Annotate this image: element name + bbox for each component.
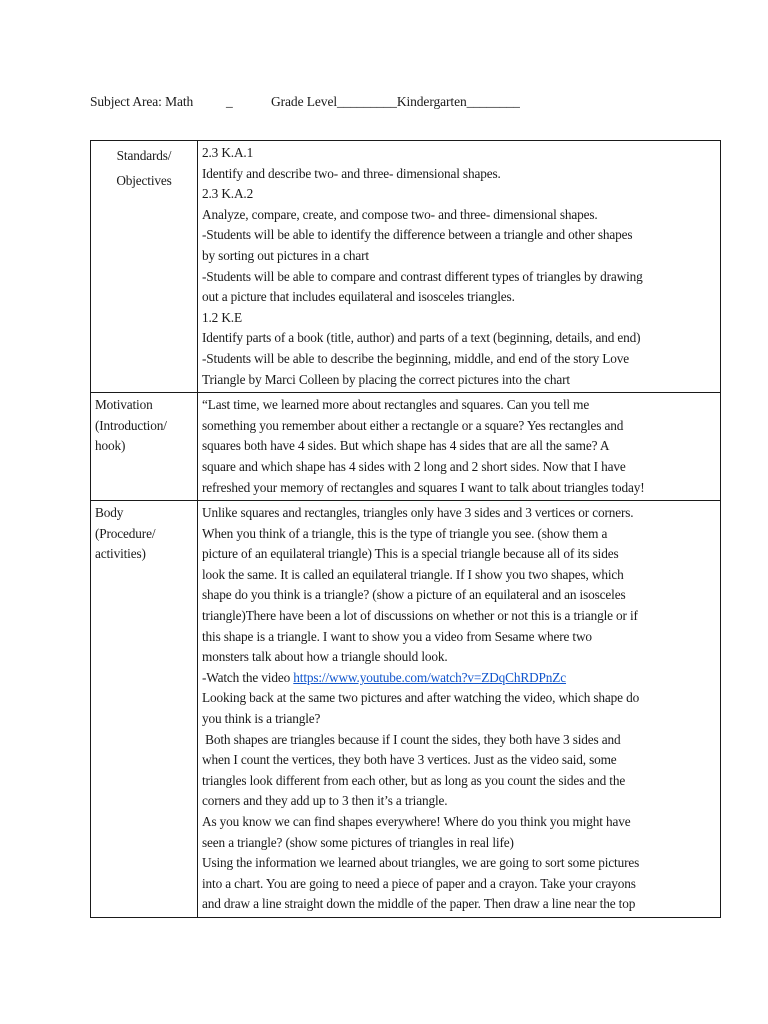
standards-label-line: Standards/ xyxy=(116,148,172,163)
body-row xyxy=(91,501,721,918)
body-line: As you know we can find shapes everywhere! Where do you think you might have xyxy=(202,814,631,829)
standards-line: -Students will be able to describe the beginning, middle, and end of the story Love xyxy=(202,350,629,366)
standards-line: -Students will be able to identify the difference between a triangle and other shapes xyxy=(202,227,633,243)
youtube-video-link[interactable]: https://www.youtube.com/watch?v=ZDqChRDPnZc xyxy=(293,669,567,685)
motivation-content-cell xyxy=(198,393,721,501)
body-line: shape do you think is a triangle? (show a picture of an equilateral and an isosceles xyxy=(202,587,626,603)
body-line: this shape is a triangle. I want to show you a video from Sesame where two xyxy=(202,628,592,644)
body-line: Looking back at the same two pictures and after watching the video, which shape do xyxy=(202,690,640,706)
body-line: triangle)There have been a lot of discussions on whether or not this is a triangle or if xyxy=(202,608,638,624)
standards-line: Triangle by Marci Colleen by placing the correct pictures into the chart xyxy=(202,371,570,387)
motivation-label-cell xyxy=(91,393,198,501)
body-line: Both shapes are triangles because if I count the sides, they both have 3 sides and xyxy=(202,731,621,747)
standards-line: Identify and describe two- and three- dimensional shapes. xyxy=(202,165,501,181)
body-label-line: (Procedure/ xyxy=(95,525,156,541)
body-content-cell xyxy=(198,501,721,918)
body-line: monsters talk about how a triangle should look. xyxy=(202,649,448,665)
body-line: seen a triangle? (show some pictures of triangles in real life) xyxy=(202,834,514,850)
standards-line: -Students will be able to compare and contrast different types of triangles by drawing xyxy=(202,268,643,284)
standards-row xyxy=(91,141,721,393)
motivation-label-line: hook) xyxy=(95,438,126,454)
standards-line: out a picture that includes equilateral and isosceles triangles. xyxy=(202,289,515,305)
body-line: and draw a line straight down the middle of the paper. Then draw a line near the top xyxy=(202,896,636,912)
body-line: when I count the vertices, they both have 3 vertices. Just as the video said, some xyxy=(202,752,617,768)
standards-line: Analyze, compare, create, and compose two- and three- dimensional shapes. xyxy=(202,206,598,222)
lesson-plan-table xyxy=(90,140,721,918)
body-label-line: Body xyxy=(95,505,124,521)
motivation-row xyxy=(91,393,721,501)
motivation-line: “Last time, we learned more about rectangles and squares. Can you tell me xyxy=(202,397,590,413)
body-line: Unlike squares and rectangles, triangles only have 3 sides and 3 vertices or corners. xyxy=(202,505,634,521)
body-line: Using the information we learned about triangles, we are going to sort some pictures xyxy=(202,855,640,871)
standards-line: 1.2 K.E xyxy=(202,309,242,325)
motivation-line: squares both have 4 sides. But which shape has 4 sides that are all the same? A xyxy=(202,438,610,454)
objectives-label-line: Objectives xyxy=(116,173,172,188)
body-line: corners and they add up to 3 then it’s a triangle. xyxy=(202,793,448,809)
standards-content-cell xyxy=(198,141,721,393)
motivation-line: something you remember about either a rectangle or a square? Yes rectangles and xyxy=(202,417,624,433)
standards-label-cell xyxy=(91,141,198,393)
body-line: into a chart. You are going to need a piece of paper and a crayon. Take your crayons xyxy=(202,875,636,891)
video-line xyxy=(202,668,716,689)
motivation-line: square and which shape has 4 sides with 2 long and 2 short sides. Now that I have xyxy=(202,458,626,474)
grade-level: Grade Level_________Kindergarten________ xyxy=(271,94,520,109)
body-line: triangles look different from each other, but as long as you count the sides and the xyxy=(202,772,626,788)
body-line: you think is a triangle? xyxy=(202,711,321,727)
motivation-label-line: (Introduction/ xyxy=(95,417,167,433)
body-line: picture of an equilateral triangle) This is a special triangle because all of its sides xyxy=(202,546,619,562)
body-label-line: activities) xyxy=(95,546,146,562)
standards-line: 2.3 K.A.1 xyxy=(202,145,254,160)
motivation-line: refreshed your memory of rectangles and squares I want to talk about triangles today! xyxy=(202,479,645,495)
video-prefix: -Watch the video xyxy=(202,669,294,685)
subject-blank: _ xyxy=(226,94,233,109)
subject-area: Subject Area: Math xyxy=(90,94,194,109)
body-line: When you think of a triangle, this is the type of triangle you see. (show them a xyxy=(202,525,608,541)
standards-line: 2.3 K.A.2 xyxy=(202,186,254,202)
standards-line: by sorting out pictures in a chart xyxy=(202,247,369,263)
body-label-cell xyxy=(91,501,198,918)
motivation-label-line: Motivation xyxy=(95,397,153,413)
body-line: look the same. It is called an equilateral triangle. If I show you two shapes, which xyxy=(202,566,624,582)
standards-line: Identify parts of a book (title, author) and parts of a text (beginning, details, and end) xyxy=(202,330,641,346)
